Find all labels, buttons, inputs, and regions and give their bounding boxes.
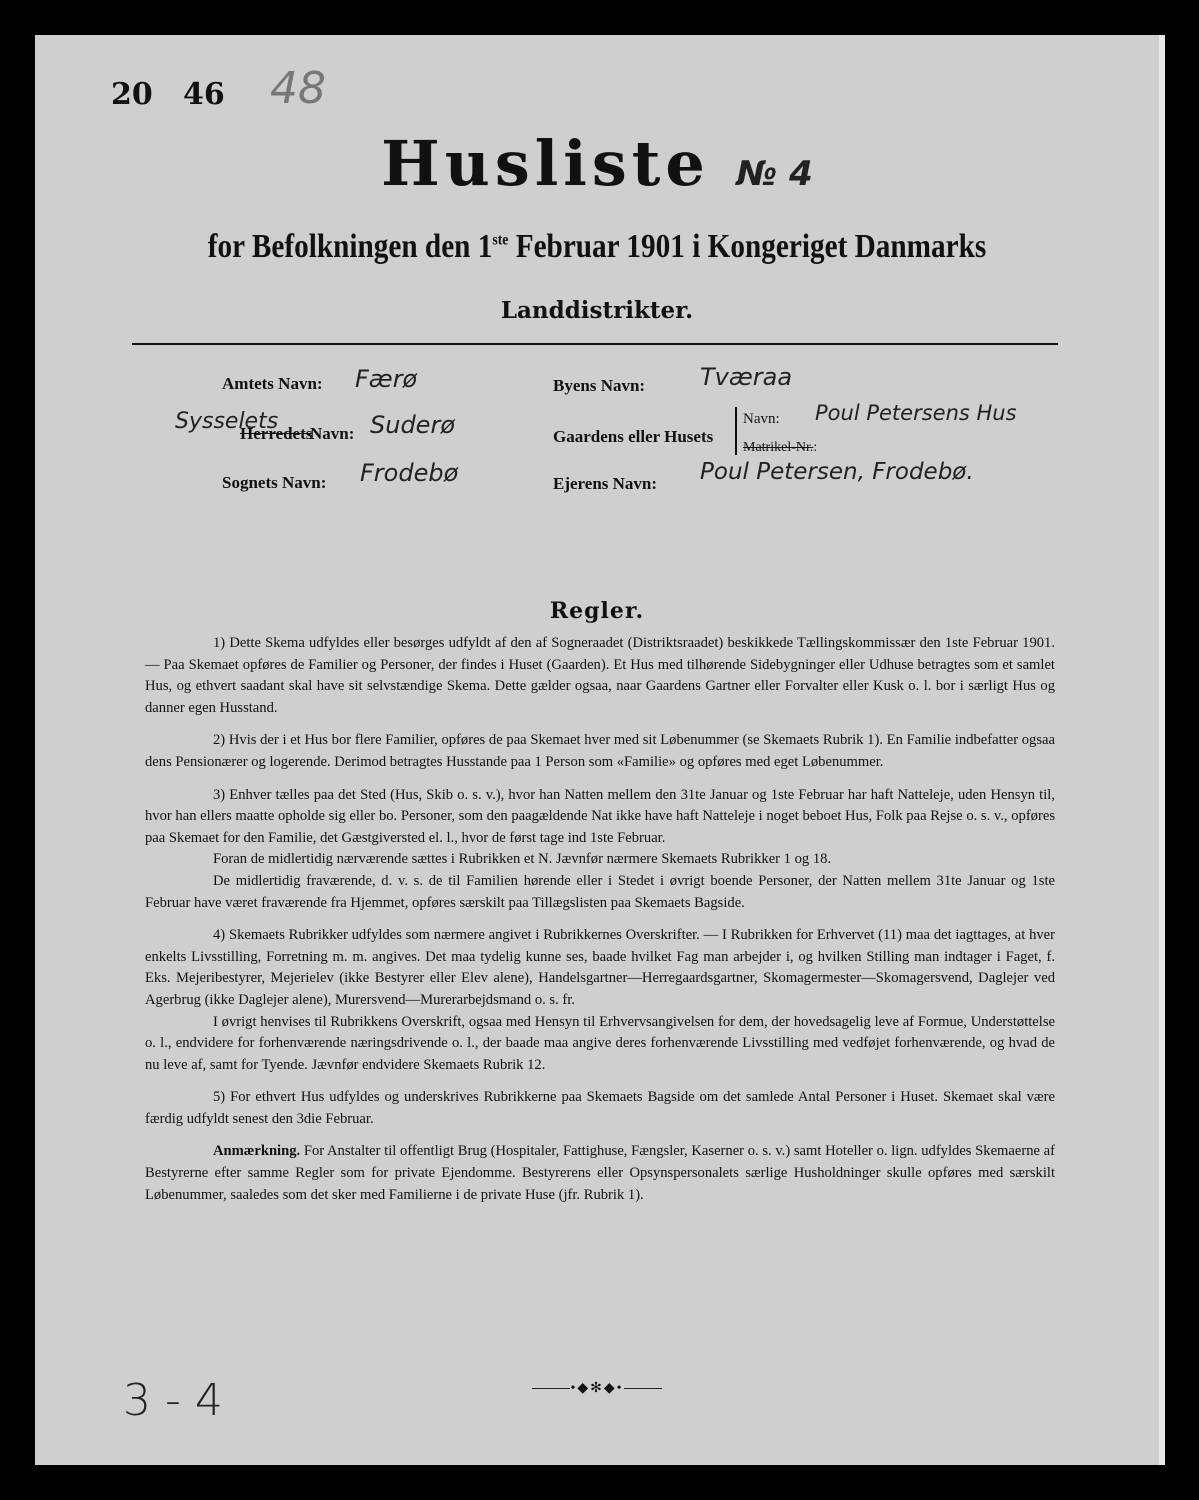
amt-label: Amtets Navn: [222, 374, 323, 393]
sogn-label: Sognets Navn: [222, 473, 327, 492]
lead-heading: Landdistrikter. [500, 297, 694, 324]
subtitle [114, 228, 1081, 266]
rules-body [145, 633, 1055, 1217]
subtitle-sup: ste [492, 231, 509, 249]
stamp-number-a: 20 [111, 77, 153, 112]
by-value: Tværaa [700, 363, 793, 391]
herred-label: Navn: [310, 424, 355, 443]
navn-label: Navn: [743, 411, 780, 427]
rule-4-cont: I øvrigt henvises til Rubrikkens Overskrift, ogsaa med Hensyn til Erhvervsangivelsen for dem, der hovedsagelig leve af Formue, Understøttelse o. l., endvidere for forhenværende næringsdrivende o. l., der baade maa angive deres forhenværende Livsstilling med vedføjet forhenværende, og hvad de nu leve af, samt for Tyende. Jævnfør endvidere Skemaets Rubrik 12. [145, 1013, 1055, 1073]
matrikel-colon: : [813, 440, 818, 455]
bottom-handwritten-note: 3 - 4 [123, 1375, 223, 1426]
herred-handwritten: Sysselets [175, 409, 279, 434]
census-form-page [35, 35, 1165, 1465]
rule-1: 1) Dette Skema udfyldes eller besørges udfyldt af den af Sogneraadet (Distriktsraadet) beskikkede Tællingskommissær den 1ste Februar 1901. — Paa Skemaet opføres de Familier og Personer, der findes i Huset (Gaarden). Et Hus med tilhørende Sidebygninger eller Udhuse betragtes som et samlet Hus, og ethvert saadant skal have sit selvstændige Skema. Dette gælder ogsaa, naar Gaardens Gartner eller Forvalter eller Kusk o. l. bor i særligt Hus og danner egen Husstand. [145, 635, 1055, 716]
navn-value: Poul Petersens Hus [815, 401, 1017, 425]
herred-struck-label: Herredets [240, 424, 313, 443]
matrikel-struck: Matrikel-Nr. [743, 440, 814, 455]
by-label: Byens Navn: [553, 376, 646, 395]
ejer-label: Ejerens Navn: [553, 474, 658, 493]
pencil-note: 48 [270, 63, 326, 114]
top-rule [132, 343, 1058, 345]
gaard-bracket [735, 407, 737, 455]
rules-heading: Regler. [549, 598, 645, 624]
amt-value: Færø [355, 365, 418, 393]
note-label: Anmærkning. [213, 1143, 301, 1160]
title-text: Husliste [381, 127, 710, 200]
ejer-value: Poul Petersen, Frodebø. [700, 459, 974, 485]
ornament-glyph: •◆✻◆• [570, 1381, 624, 1396]
rule-2: 2) Hvis der i et Hus bor flere Familier, opføres de paa Skemaet hver med sit Løbenummer (se Skemaets Rubrik 1). En Familie indbefatter ogsaa dens Pensionærer og logerende. Derimod betragtes Husstande paa 1 Person som «Familie» og opføres med eget Løbenummer. [145, 732, 1055, 770]
rule-4: 4) Skemaets Rubrikker udfyldes som nærmere angivet i Rubrikkernes Overskrifter. — I Rubrikken for Erhvervet (11) maa det iagttages, at hver enkelts Livsstilling, Forretning m. m. angives. Det maa tydelig kunne ses, baade hvilket Fag man arbejder i, og hvilken Stilling man indtager i Faget, f. Eks. Mejeribestyrer, Mejerielev (ikke Bestyrer eller Elev alene), Handelsgartner—Herregaardsgartner, Skomagermester—Skomagersvend, Daglejer ved Agerbrug (ikke Daglejer alene), Murersvend—Murerarbejdsmand o. s. fr. [145, 927, 1055, 1008]
gaard-label: Gaardens eller Husets [553, 427, 714, 446]
note-text: For Anstalter til offentligt Brug (Hospitaler, Fattighuse, Fængsler, Kaserner o. s. v.) samt Hoteller o. lign. udfyldes Skemaerne af Bestyrerne efter samme Regler som for private Ejendomme. Bestyrerens eller Opsynspersonalets særlige Husholdninger skulle opføres med særskilt Løbenummer, saaledes som det sker med Familierne i de private Huse (jfr. Rubrik 1). [145, 1143, 1056, 1203]
stamp-number-b: 46 [183, 77, 225, 112]
page-title [35, 127, 1159, 200]
rule-3-absent: De midlertidig fraværende, d. v. s. de til Familien hørende eller i Stedet i øvrigt boende Personer, der Natten mellem 31te Januar og 1ste Februar have været fraværende fra Hjemmet, opføres særskilt paa Tillægslisten paa Skemaets Bagside. [145, 872, 1055, 911]
title-number: № 4 [736, 154, 813, 194]
subtitle-pre: for Befolkningen den 1 [207, 228, 493, 265]
rule-5: 5) For ethvert Hus udfyldes og underskrives Rubrikkerne paa Skemaets Bagside om det samlede Antal Personer i Huset. Skemaet skal være færdig udfyldt senest den 3die Februar. [145, 1089, 1055, 1127]
matrikel-label [743, 440, 817, 456]
subtitle-post: Februar 1901 i Kongeriget Danmarks [515, 228, 987, 265]
herred-value: Suderø [370, 411, 455, 439]
sogn-value: Frodebø [360, 459, 459, 487]
rule-3-note-n: Foran de midlertidig nærværende sættes i Rubrikken et N. Jævnfør nærmere Skemaets Rubrikker 1 og 18. [213, 851, 832, 868]
rule-3: 3) Enhver tælles paa det Sted (Hus, Skib o. s. v.), hvor han Natten mellem den 31te Januar og 1ste Februar har haft Natteleje, uden Hensyn til, hvor han ellers maatte opholde sig eller bo. Personer, som den paagældende Nat ikke have haft Natteleje i noget beboet Hus, Folk paa Rejse o. s. v., opføres paa Skemaet for den Familie, det Gæstgiversted el. l., hvor de først tage ind 1ste Februar. [145, 786, 1055, 846]
note [145, 1141, 1055, 1206]
